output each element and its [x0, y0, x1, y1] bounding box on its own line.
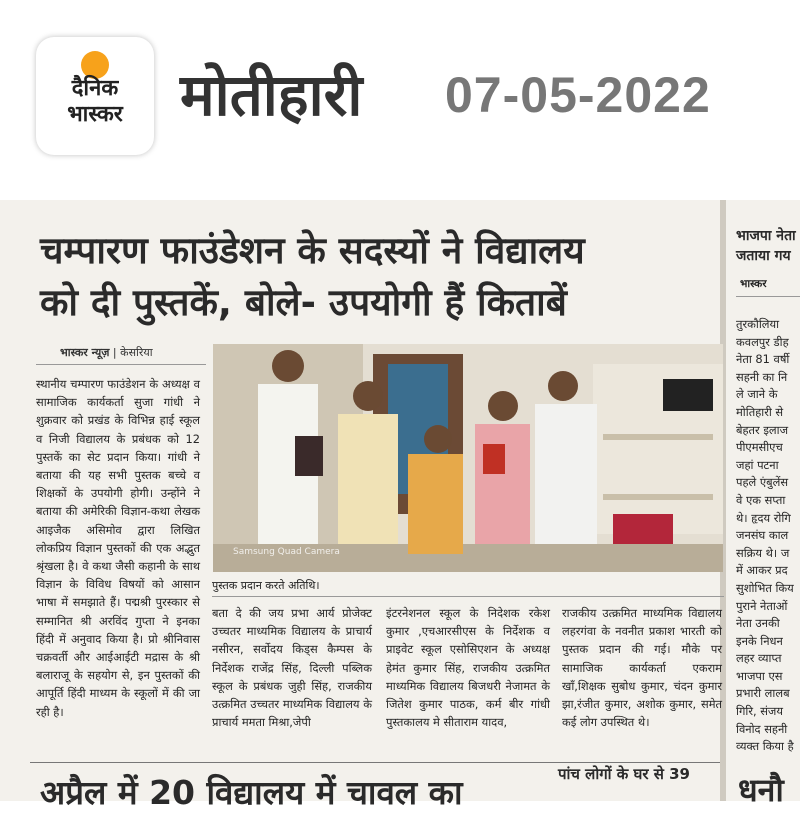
article-column-3: इंटरनेशनल स्कूल के निदेशक रकेश कुमार ,एचआरसीएस के निर्देशक व प्राइवेट स्कूल एसोसिएशन के अध्यक्ष हेमंत कुमार सिंह, राजकीय उत्क्रमित माध्यमिक विद्यालय बिजधरी नेजामत के जितेश कुमार पाठक, कर्म बीर गांधी पुस्तकालय मे सीताराम यादव, [386, 606, 550, 730]
article-column-1: स्थानीय चम्पारण फाउंडेशन के अध्यक्ष व सामाजिक कार्यकर्ता सुजा गांधी ने शुक्रवार को प्रखंड के विभिन्न हाई स्कूल व निजी विद्यालय के प्रबंधक को 12 पुस्तकें का सेट प्रदान किया। गांधी ने बताया की यह सभी पुस्तक बच्चे व शिक्षकों के उपयोगी होगी। उन्होंने ने बताया की अमेरिकी विज्ञान-कथा लेखक आइजैक असिमोव द्वारा लिखित लोकप्रिय विज्ञान पुस्तकों की एक अद्भुत श्रृंखला है। वे कथा जैसी कहानी के साथ विज्ञान के विविध विषयों को आसान भाषा में समझाते हैं। पद्मश्री पुरस्कार से सम्मानित श्री अरविंद गुप्ता ने इनका हिंदी में अनुवाद किया है। प्रो श्रीनिवास चक्रवर्ती और आईआईटी मद्रास के श्री बलाराजू के सहयोग से, इन पुस्तकों की आपूर्ति हिंदी माध्यम के स्कूलों में की जा रही है। [36, 377, 200, 719]
photo-illustration [213, 344, 723, 572]
byline: भास्कर न्यूज़ | केसरिया [60, 346, 153, 359]
sidebar-headline-line1: भाजपा नेता [736, 228, 796, 244]
article-photo [213, 344, 723, 572]
sidebar-line: गिरि, संजय [736, 704, 783, 719]
headline-line1: चम्पारण फाउंडेशन के सदस्यों ने विद्यालय [40, 229, 585, 272]
sidebar-line: विनोद सहनी [736, 721, 788, 736]
next-article-box [558, 764, 718, 801]
sidebar-line: कवलपुर डीह [736, 334, 789, 349]
sidebar-next-headline: धनौ [738, 771, 784, 809]
sidebar-line: लहर व्याप्त [736, 651, 782, 666]
sidebar-line: पुराने नेताओं [736, 598, 788, 613]
sidebar-line: तुरकौलिया [736, 317, 780, 331]
headline-line2: को दी पुस्तकें, बोले- उपयोगी हैं किताबें [40, 281, 567, 324]
photo-caption: पुस्तक प्रदान करते अतिथि। [212, 579, 320, 592]
sidebar-source: भास्कर [740, 278, 767, 290]
sidebar-headline-line2: जताया गय [736, 248, 791, 264]
logo-line1: दैनिक [71, 76, 119, 101]
sidebar-line: मोतिहारी से [736, 404, 784, 419]
article-headline [40, 225, 720, 329]
sidebar-line: इनके निधन [736, 633, 783, 648]
sidebar-line: प्रभारी लालब [736, 686, 790, 701]
caption-rule [212, 596, 724, 597]
photo-watermark: Samsung Quad Camera [233, 547, 340, 557]
sidebar-line: जनसंघ काल [736, 528, 789, 543]
article-column-2: बता दे की जय प्रभा आर्य प्रोजेक्ट उच्चतर माध्यमिक विद्यालय के प्राचार्य नसीरन, सर्वोदय किड्स कैम्पस के निर्देशक राजेंद्र सिंह, दिल्ली पब्लिक स्कूल के प्रबंधक जुही सिंह, राजकीय उत्क्रमित उच्चतर माध्यमिक विद्यालय के प्राचार्य ममता मिश्रा,जेपी [212, 606, 372, 730]
logo-line2: भास्कर [67, 102, 123, 127]
sidebar-line: पहले एंबुलेंस [736, 475, 789, 490]
dainik-bhaskar-logo [36, 37, 154, 155]
byline-source: भास्कर न्यूज़ [60, 346, 110, 359]
sidebar-line: नेता उनकी [736, 616, 780, 631]
sun-icon [81, 51, 109, 79]
sidebar-line: में आकर प्रद [736, 563, 788, 578]
sidebar-column [736, 316, 800, 756]
article-column-4: राजकीय उत्क्रमित माध्यमिक विद्यालय लहरगंवा के नवनीत प्रकाश भारती को पुस्तक प्रदान की गई। मौके पर सामाजिक कार्यकर्ता एकराम खाँ,शिक्षक सुबोध कुमार, चंदन कुमार झा,रंजीत कुमार, अशोक कुमार, समेत कई लोग उपस्थित थे। [562, 606, 722, 730]
sidebar-line: वे एक सप्ता [736, 492, 786, 507]
edition-date: 07-05-2022 [445, 67, 711, 123]
byline-place: केसरिया [120, 346, 153, 359]
sidebar-headline [736, 226, 796, 266]
sidebar-line: थे। हृदय रोगि [736, 510, 791, 525]
sidebar-line: बेहतर इलाज [736, 422, 789, 437]
sidebar-line: ले जाने के [736, 387, 778, 402]
next-article-headline: अप्रैल में 20 विद्यालय में चावल का [40, 773, 463, 812]
sidebar-rule [736, 296, 800, 297]
sidebar-line: जहां पटना [736, 457, 779, 472]
sidebar-line: नेता 81 वर्षी [736, 352, 790, 367]
bottom-rule [30, 762, 720, 763]
sidebar-line: पीएमसीएच [736, 440, 783, 455]
byline-rule [36, 364, 206, 365]
sidebar-line: व्यक्त किया है [736, 739, 794, 754]
sidebar-line: सक्रिय थे। ज [736, 545, 790, 560]
edition-city: मोतीहारी [180, 61, 363, 129]
sidebar-line: भाजपा एस [736, 668, 783, 683]
next-article-box-text: पांच लोगों के घर से 39 [558, 765, 690, 783]
sidebar-line: सुशोभित किय [736, 580, 794, 595]
sidebar-line: सहनी का नि [736, 369, 788, 384]
